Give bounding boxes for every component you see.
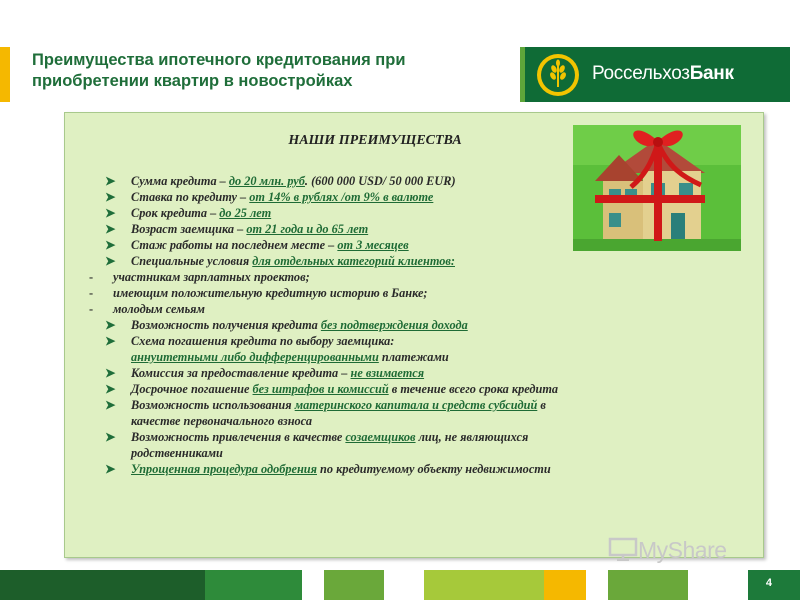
footer-block [586, 570, 608, 600]
arrow-bullet-icon: ➤ [105, 206, 116, 220]
footer-block [544, 570, 586, 600]
item-text: лиц, не являющихся [415, 430, 529, 444]
highlight-text: от 3 месяцев [337, 238, 409, 252]
highlight-text: для отдельных категорий клиентов: [252, 254, 455, 268]
advantage-item [89, 413, 709, 429]
title-accent-bar [0, 47, 10, 102]
item-text: Стаж работы на последнем месте – [131, 238, 338, 252]
footer-block [205, 570, 302, 600]
highlight-text: Упрощенная процедура одобрения [131, 462, 317, 476]
arrow-bullet-icon: ➤ [105, 398, 116, 412]
item-text: в течение всего срока кредита [388, 382, 559, 396]
footer-block [688, 570, 748, 600]
advantage-item [89, 269, 709, 285]
item-text: родственниками [131, 446, 223, 460]
advantage-item [89, 333, 709, 349]
advantage-item [89, 349, 709, 365]
item-text: Возможность использования [131, 398, 295, 412]
footer-block [748, 570, 800, 600]
page-title [32, 50, 472, 92]
arrow-bullet-icon: ➤ [105, 174, 116, 188]
item-text: в [537, 398, 546, 412]
watermark [608, 537, 727, 564]
arrow-bullet-icon: ➤ [105, 222, 116, 236]
item-text: Специальные условия [131, 254, 253, 268]
logo-text [592, 63, 734, 85]
advantage-item [89, 253, 709, 269]
advantage-item [89, 445, 709, 461]
dash-marker: - [89, 286, 94, 300]
item-text: . (600 000 USD/ 50 000 EUR) [304, 174, 456, 188]
arrow-bullet-icon: ➤ [105, 318, 116, 332]
highlight-text: до 25 лет [219, 206, 272, 220]
item-text: по кредитуемому объекту недвижимости [316, 462, 551, 476]
panel-title: НАШИ ПРЕИМУЩЕСТВА [288, 133, 462, 148]
wheat-emblem-icon [536, 53, 580, 97]
item-text: Возраст заемщика – [131, 222, 247, 236]
item-text: Срок кредита – [131, 206, 220, 220]
presentation-icon [608, 537, 638, 561]
item-text: молодым семьям [113, 302, 205, 316]
footer-bar [0, 570, 800, 600]
footer-block [608, 570, 688, 600]
item-text: платежами [378, 350, 449, 364]
footer-block [324, 570, 384, 600]
advantages-panel [64, 112, 764, 558]
advantage-item [89, 285, 709, 301]
advantage-item [89, 397, 709, 413]
footer-block [424, 570, 544, 600]
logo-text-b: Банк [689, 63, 734, 84]
gift-house-image [573, 125, 741, 251]
advantage-item [89, 317, 709, 333]
item-text: Досрочное погашение [131, 382, 253, 396]
footer-block [0, 570, 205, 600]
page-title-line-1: Преимущества ипотечного кредитования при [32, 51, 406, 69]
item-text: участникам зарплатных проектов; [113, 270, 310, 284]
page-number: 4 [765, 577, 772, 589]
page-title-line-2: приобретении квартир в новостройках [32, 72, 353, 90]
highlight-text: не взимается [350, 366, 425, 380]
highlight-text: до 20 млн. руб [228, 174, 305, 188]
footer-block [302, 570, 324, 600]
advantage-item [89, 429, 709, 445]
logo-strip [520, 47, 525, 102]
item-text: Схема погашения кредита по выбору заемщика: [131, 334, 395, 348]
arrow-bullet-icon: ➤ [105, 430, 116, 444]
item-text: Ставка по кредиту – [131, 190, 250, 204]
logo-text-a: Россельхоз [592, 63, 690, 84]
arrow-bullet-icon: ➤ [105, 190, 116, 204]
highlight-text: от 14% в рублях /от 9% в валюте [249, 190, 434, 204]
watermark-text: MyShare [638, 537, 727, 563]
arrow-bullet-icon: ➤ [105, 238, 116, 252]
arrow-bullet-icon: ➤ [105, 366, 116, 380]
highlight-text: созаемщиков [345, 430, 416, 444]
item-text: Комиссия за предоставление кредита – [131, 366, 351, 380]
item-text: Возможность получения кредита [131, 318, 321, 332]
footer-block [384, 570, 424, 600]
dash-marker: - [89, 270, 94, 284]
advantage-item [89, 365, 709, 381]
item-text: Возможность привлечения в качестве [131, 430, 346, 444]
highlight-text: от 21 года и до 65 лет [246, 222, 369, 236]
highlight-text: без подтверждения дохода [320, 318, 468, 332]
arrow-bullet-icon: ➤ [105, 254, 116, 268]
advantage-item [89, 301, 709, 317]
item-text: имеющим положительную кредитную историю в Банке; [113, 286, 428, 300]
bank-logo [520, 47, 790, 102]
item-text: качестве первоначального взноса [131, 414, 312, 428]
item-text: Сумма кредита – [131, 174, 229, 188]
dash-marker: - [89, 302, 94, 316]
highlight-text: без штрафов и комиссий [252, 382, 389, 396]
highlight-text: материнского капитала и средств субсидий [294, 398, 538, 412]
advantage-item [89, 461, 709, 477]
arrow-bullet-icon: ➤ [105, 334, 116, 348]
advantage-item [89, 381, 709, 397]
arrow-bullet-icon: ➤ [105, 382, 116, 396]
arrow-bullet-icon: ➤ [105, 462, 116, 476]
highlight-text: аннуитетными либо дифференцированными [131, 350, 379, 364]
